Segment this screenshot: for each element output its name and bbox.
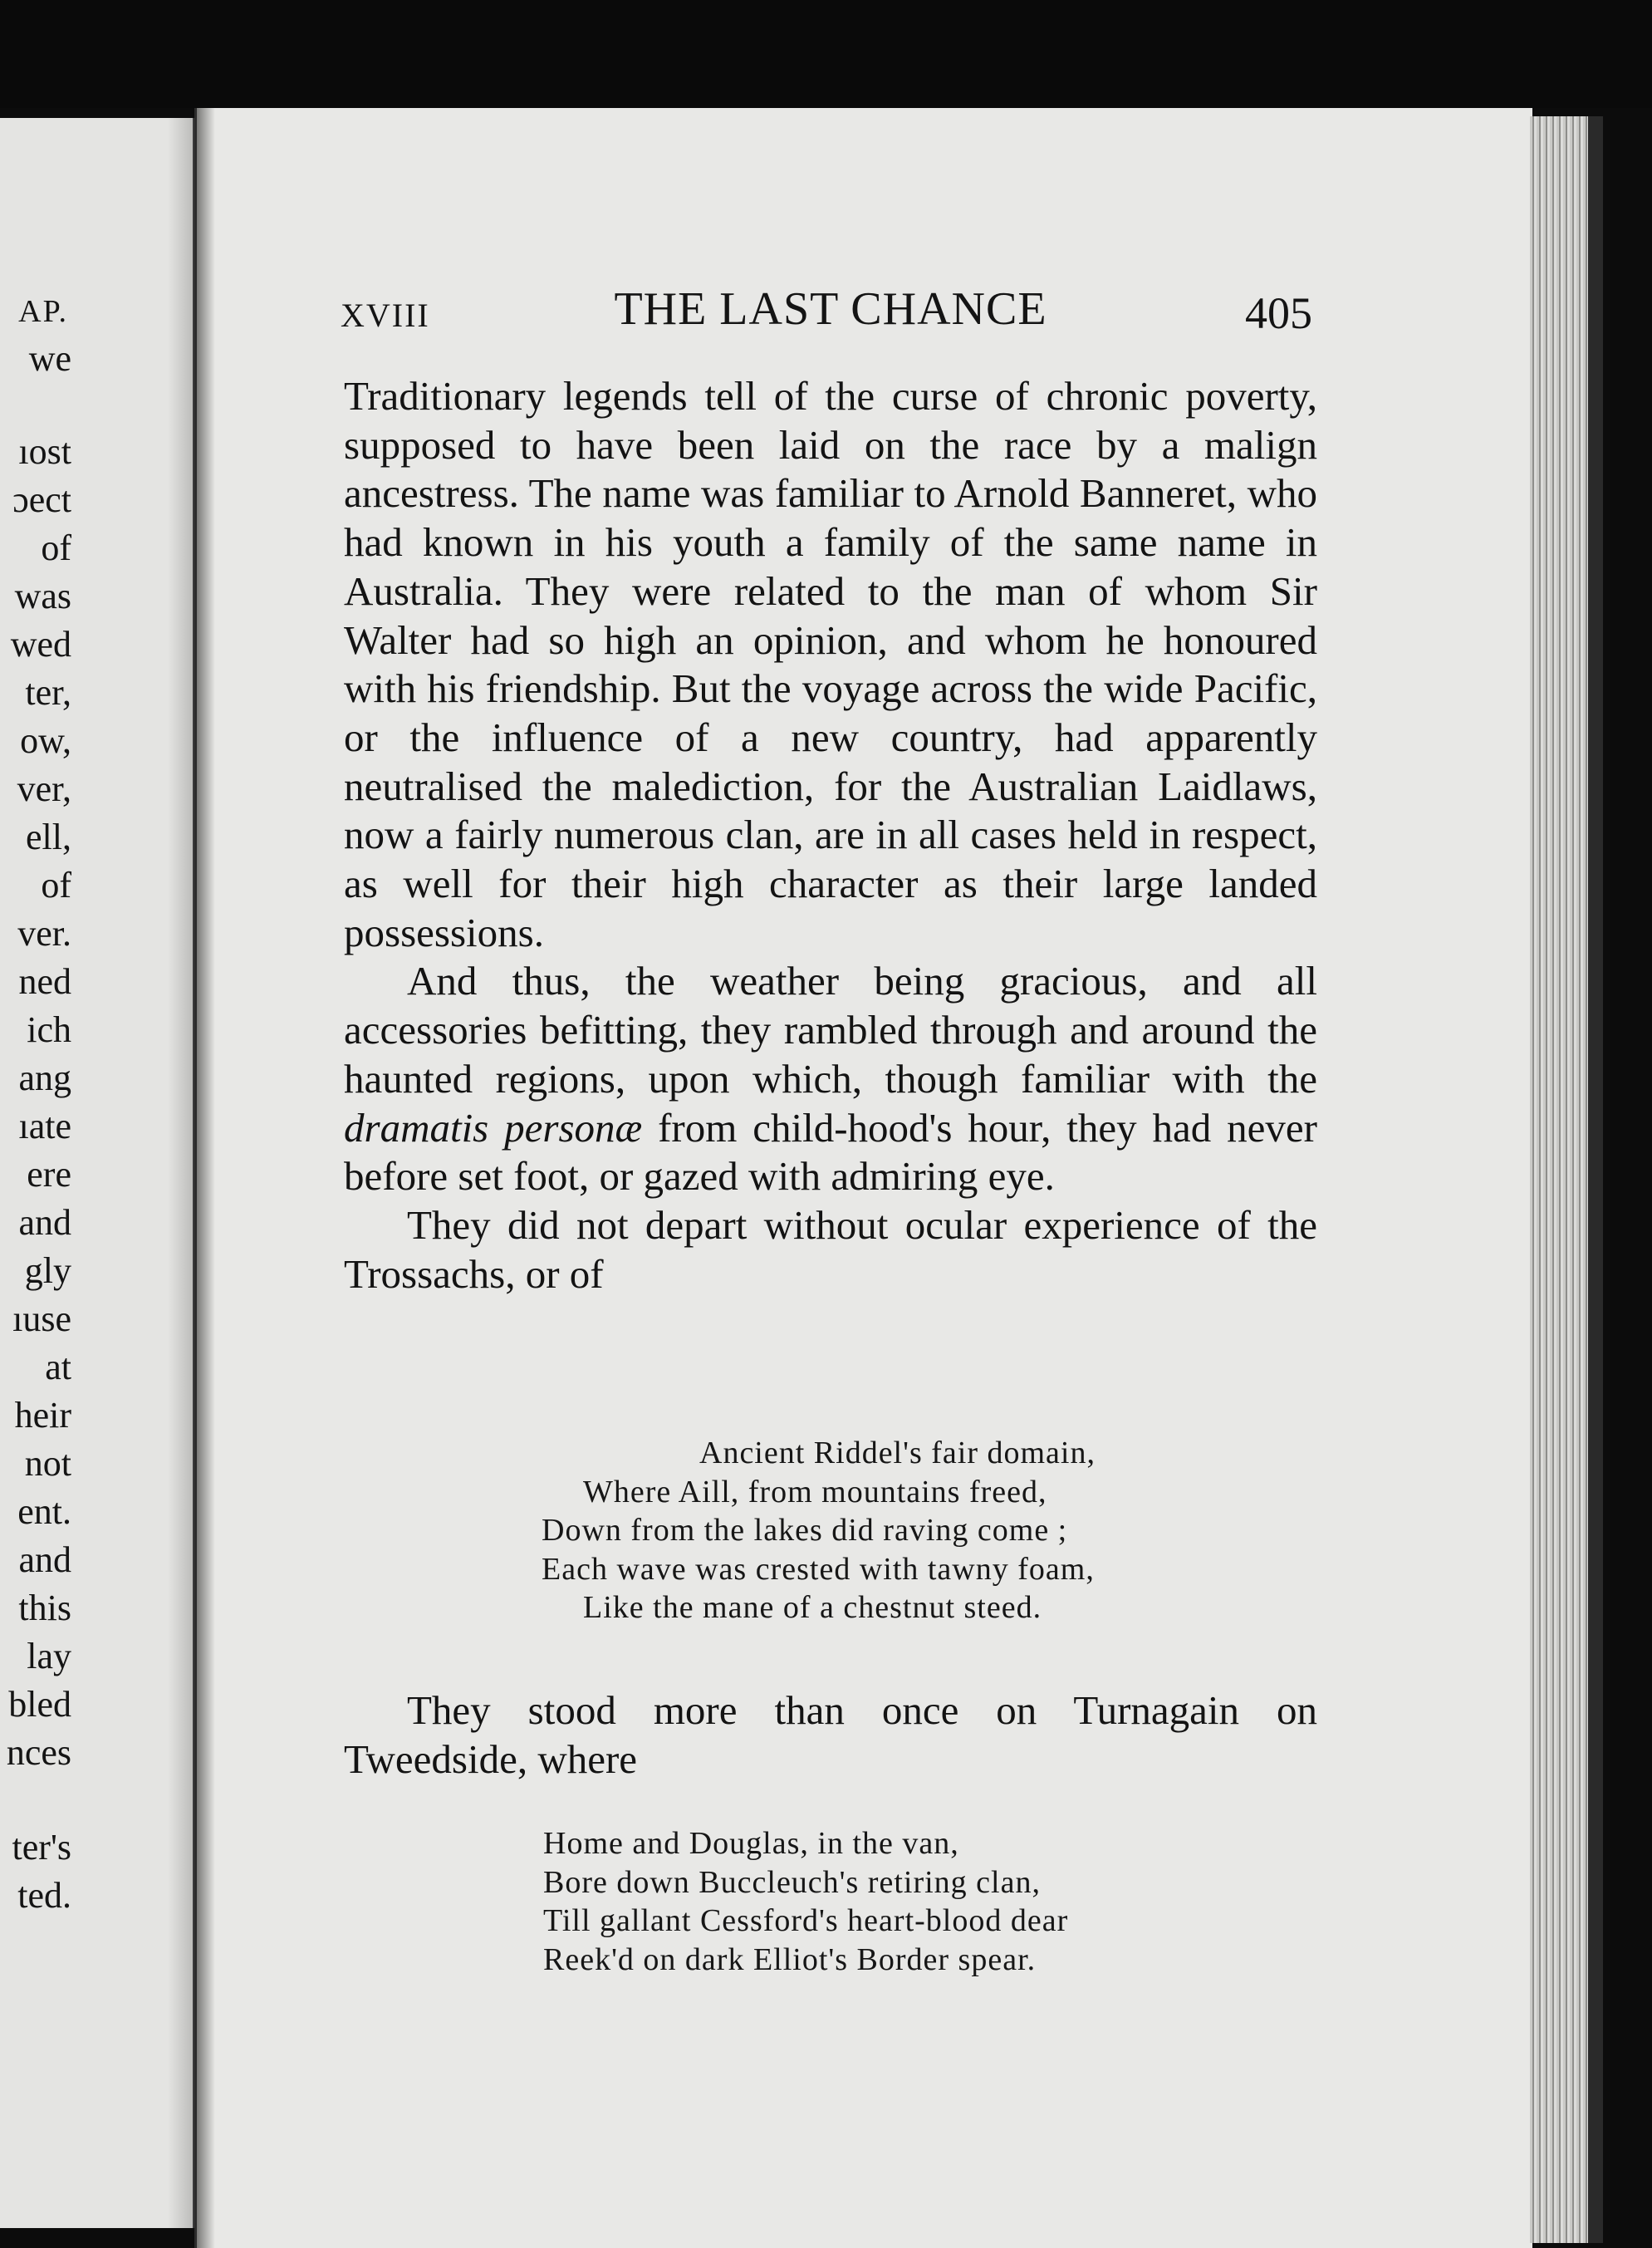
facing-line: and [18,1202,71,1243]
facing-line: ich [27,1009,71,1050]
facing-line: ell, [26,817,71,857]
paragraph-text: And thus, the weather being gracious, and all accessories befitting, they rambled through and around the haunted regions, upon which, though familiar with the [344,958,1317,1102]
facing-line: was [14,576,71,616]
facing-line: ıate [18,1106,71,1146]
paragraph-text: from child-hood's hour, they had never before set foot, or gazed with admiring eye. [344,1104,1317,1200]
facing-line: ıost [18,431,71,472]
facing-line: ter's [12,1827,71,1868]
facing-line: ned [18,961,71,1002]
facing-page-text [0,118,193,2228]
facing-line: bled [8,1684,71,1725]
paragraph [344,957,1317,1201]
facing-line: ver, [17,768,71,809]
facing-line: ter, [25,672,71,713]
facing-line: heir [14,1395,71,1436]
facing-line: we [28,338,71,379]
facing-line: ent. [17,1491,71,1532]
facing-line: not [24,1443,71,1484]
verse-line: Down from the lakes did raving come ; [542,1513,1068,1548]
page-number: 405 [1245,288,1312,338]
running-title: THE LAST CHANCE [614,283,1047,335]
facing-line: lay [27,1636,71,1676]
binding-shadow [197,108,215,2248]
facing-line: and [18,1539,71,1580]
body-text-continued [344,1686,1317,1784]
paragraph: They stood more than once on Turnagain on Tweedside, where [344,1687,1317,1782]
facing-line: ver. [17,913,71,954]
facing-page [0,118,195,2228]
facing-line: at [45,1347,71,1387]
paragraph: Traditionary legends tell of the curse of chronic poverty, supposed to have been laid on the race by a malign ancestress. The name was familiar to Arnold Banneret, who had known in his youth a family of the same name in Australia. They were related to the man of whom Sir Walter had so high an opinion, and whom he honoured with his friendship. But the voyage across the wide Pacific, or the influence of a new country, had apparently neutralised the malediction, for the Australian Laidlaws, now a fairly numerous clan, are in all cases held in respect, as well for their high character as their large landed possessions. [344,373,1317,955]
facing-line: wed [10,624,71,665]
body-text [344,372,1317,1298]
verse-line: Ancient Riddel's fair domain, [699,1436,1096,1470]
facing-line: nces [6,1732,71,1773]
facing-line: AP. [18,294,68,329]
verse-quotation [543,1824,1068,1979]
facing-line: ang [18,1058,71,1098]
chapter-number: XVIII [341,297,430,334]
page-edges [1530,116,1588,2243]
book-edge-shadow [1588,116,1603,2243]
paragraph: They did not depart without ocular experience of the Trossachs, or of [344,1201,1317,1297]
facing-line: of [41,865,71,906]
verse-line: Home and Douglas, in the van, [543,1826,959,1861]
verse-line: Till gallant Cessford's heart-blood dear [543,1903,1069,1938]
verse-line: Each wave was crested with tawny foam, [542,1551,1095,1587]
verse-line: Like the mane of a chestnut steed. [583,1590,1042,1625]
facing-line: ted. [17,1875,71,1916]
facing-line: ere [27,1154,71,1195]
verse-line: Where Aill, from mountains freed, [583,1474,1047,1509]
verse-line: Reek'd on dark Elliot's Border spear. [543,1941,1037,1977]
facing-line: ɔect [12,479,71,520]
facing-line: ıuse [12,1298,71,1339]
facing-line: of [41,528,71,568]
facing-line: ow, [20,720,71,761]
italic-phrase: dramatis personæ [344,1104,643,1151]
facing-line: gly [24,1250,71,1291]
scan-background [0,0,1652,108]
running-head [341,282,1321,341]
facing-line: this [18,1588,71,1628]
verse-quotation [542,1434,1096,1627]
verse-line: Bore down Buccleuch's retiring clan, [543,1864,1041,1900]
